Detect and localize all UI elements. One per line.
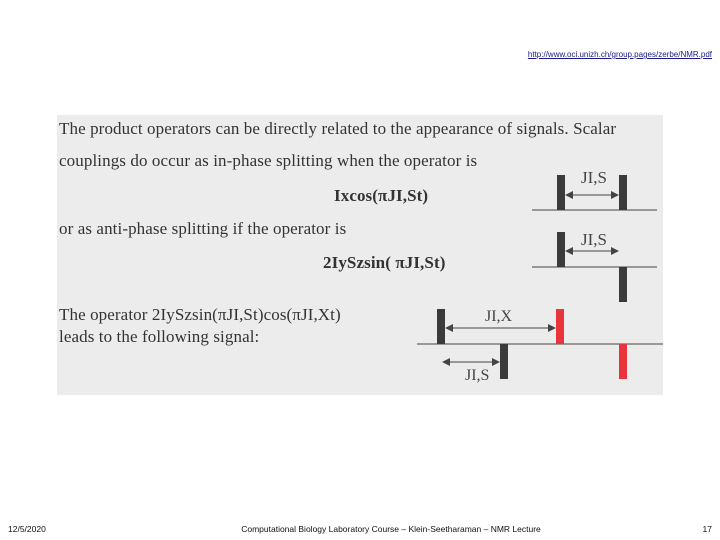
text-line-3: or as anti-phase splitting if the operator is: [59, 219, 347, 238]
coupling-label-in-phase: JI,S: [581, 168, 607, 187]
peak-combined-2: [500, 344, 508, 379]
signal-diagram: [57, 115, 663, 395]
coupling-label-lx: JI,X: [485, 308, 513, 325]
coupling-label-ls-combined: JI,S: [465, 367, 490, 384]
text-line-2: couplings do occur as in-phase splitting when the operator is: [59, 151, 478, 170]
footer-date: 12/5/2020: [8, 524, 46, 534]
product-operator-figure: [57, 115, 663, 395]
text-line-5: leads to the following signal:: [59, 327, 260, 346]
peak-combined-3-red: [556, 309, 564, 344]
peak-anti-phase-up: [557, 232, 565, 267]
page-number: 17: [702, 524, 712, 534]
operator-expression: The operator 2IySzsin(πJI,St)cos(πJI,Xt): [59, 305, 341, 324]
peak-anti-phase-down: [619, 267, 627, 302]
formula-in-phase-text: Ixcos(πJI,St): [334, 186, 429, 205]
formula-anti-phase-text: 2IySzsin( πJI,St): [323, 253, 446, 272]
peak-in-phase-left: [557, 175, 565, 210]
peak-in-phase-right: [619, 175, 627, 210]
peak-combined-4-red: [619, 344, 627, 379]
source-url-link[interactable]: http://www.oci.unizh.ch/group.pages/zerbe/NMR.pdf: [527, 50, 712, 59]
coupling-label-anti-phase: JI,S: [581, 230, 607, 249]
footer-title: Computational Biology Laboratory Course – Klein-Seetharaman – NMR Lecture: [241, 524, 541, 534]
text-line-1: The product operators can be directly related to the appearance of signals. Scalar: [59, 119, 617, 138]
peak-combined-1: [437, 309, 445, 344]
